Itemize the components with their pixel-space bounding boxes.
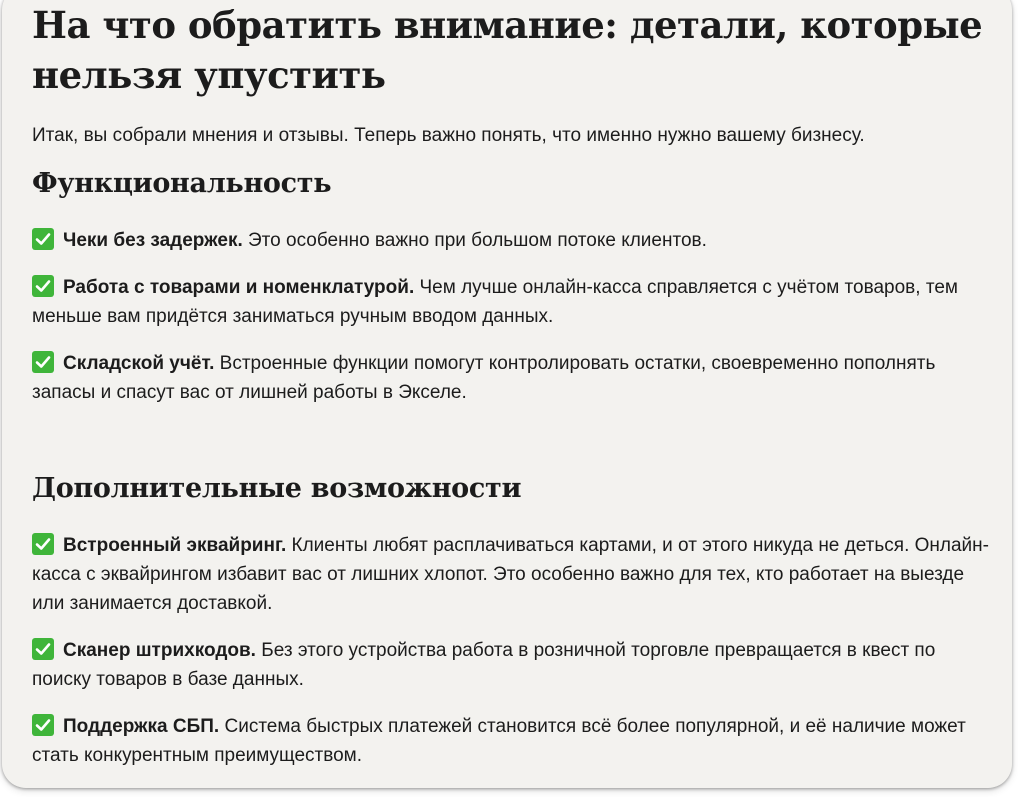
list-item	[32, 349, 992, 407]
item-title: Чеки без задержек.	[63, 230, 243, 251]
item-text: Это особенно важно при большом потоке клиентов.	[242, 230, 707, 251]
check-mark-icon	[32, 228, 54, 250]
item-text: Чем лучше онлайн-касса справляется с учётом товаров, тем меньше вам придётся заниматься ручным вводом данных.	[32, 277, 958, 327]
article-content	[32, 0, 992, 770]
section-heading-functionality: Функциональность	[32, 168, 332, 199]
item-title: Сканер штрихкодов.	[63, 640, 256, 661]
item-text: Встроенные функции помогут контролировать остатки, своевременно пополнять запасы и спасут вас от лишней работы в Экселе.	[32, 353, 936, 403]
check-mark-icon	[32, 714, 54, 736]
item-title: Складской учёт.	[63, 353, 215, 374]
item-title: Работа с товарами и номенклатурой.	[63, 277, 415, 298]
item-text: Система быстрых платежей становится всё более популярной, и её наличие может стать конкурентным преимуществом.	[32, 716, 966, 766]
list-item	[32, 636, 992, 694]
article-card	[2, 0, 1012, 788]
list-item	[32, 226, 992, 255]
item-title: Поддержка СБП.	[63, 716, 220, 737]
item-text: Без этого устройства работа в розничной торговле превращается в квест по поиску товаров в базе данных.	[32, 640, 936, 690]
list-item	[32, 712, 992, 770]
list-item	[32, 531, 992, 618]
extra-features-list	[32, 531, 992, 770]
check-mark-icon	[32, 533, 54, 555]
check-mark-icon	[32, 275, 54, 297]
section-heading-extra-features: Дополнительные возможности	[32, 473, 522, 504]
page-title: На что обратить внимание: детали, которые нельзя упустить	[32, 3, 983, 97]
check-mark-icon	[32, 638, 54, 660]
item-text: Клиенты любят расплачиваться картами, и от этого никуда не деться. Онлайн-касса с эквайрингом избавит вас от лишних хлопот. Это особенно важно для тех, кто работает на выезде или занимается доставкой.	[32, 535, 989, 614]
functionality-list	[32, 226, 992, 407]
item-title: Встроенный эквайринг.	[63, 535, 287, 556]
check-mark-icon	[32, 351, 54, 373]
list-item	[32, 273, 992, 331]
intro-paragraph: Итак, вы собрали мнения и отзывы. Теперь важно понять, что именно нужно вашему бизнесу.	[32, 125, 865, 146]
